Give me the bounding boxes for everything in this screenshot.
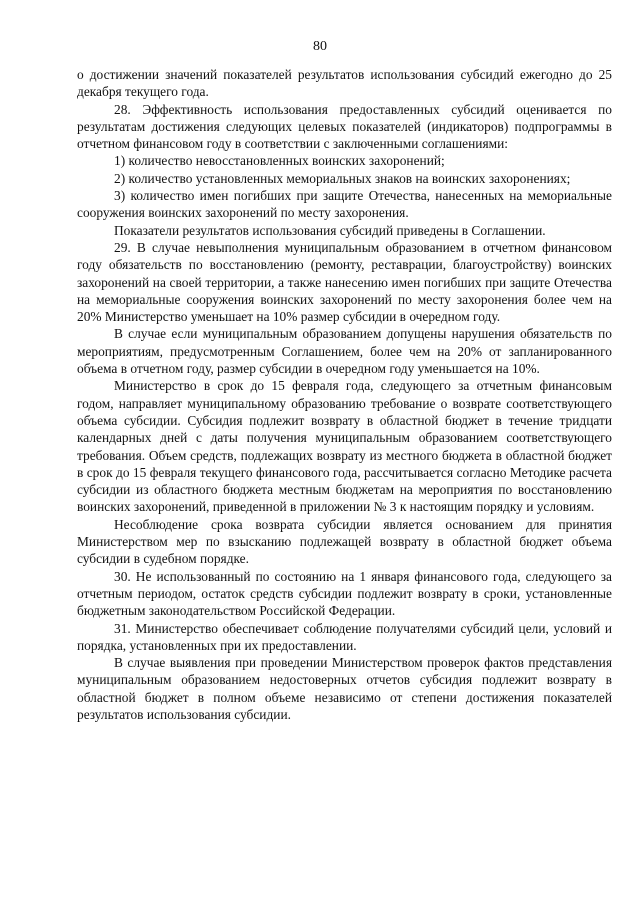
paragraph-false-reports: В случае выявления при проведении Министерством проверок фактов представления муниципальным образованием недостоверных отчетов субсидия подлежит возврату в областной бюджет в полном объеме независимо от степени достижения показателей результатов использования субсидии. — [77, 655, 612, 722]
list-item-1: 1) количество невосстановленных воинских захоронений; — [114, 153, 445, 169]
paragraph-refund-demand: Министерство в срок до 15 февраля года, следующего за отчетным финансовым годом, направляет муниципальному образованию требование о возврате соответствующего объема субсидии. Субсидия подлежит возврату в областной бюджет в течение тридцати календарных дней с даты получения муниципальным образованием соответствующего требования. Объем средств, подлежащих возврату из местного бюджета в областной бюджет в срок до 15 февраля текущего финансового года, рассчитывается согласно Методике расчета субсидии из областного бюджета местным бюджетам на мероприятия по восстановлению воинских захоронений, приведенной в приложении № 3 к настоящим порядку и условиям. — [77, 378, 612, 515]
paragraph-continuation: о достижении значений показателей результатов использования субсидий ежегодно до 25 декабря текущего года. — [77, 67, 612, 100]
paragraph-item-28: 28. Эффективность использования предоставленных субсидий оценивается по результатам достижения следующих целевых показателей (индикаторов) подпрограммы в отчетном финансовом году в соответствии с заключенными соглашениями: — [77, 101, 612, 152]
document-body — [77, 66, 612, 723]
paragraph-indicators-note: Показатели результатов использования субсидий приведены в Соглашении. — [114, 222, 546, 238]
paragraph-noncompliance: Несоблюдение срока возврата субсидии является основанием для принятия Министерством мер по взысканию подлежащей возврату в областной бюджет объема субсидии в судебном порядке. — [77, 516, 612, 567]
list-item-2: 2) количество установленных мемориальных знаков на воинских захоронениях; — [114, 170, 571, 186]
paragraph-item-29: 29. В случае невыполнения муниципальным образованием в отчетном финансовом году обязательств по восстановлению (ремонту, реставрации, благоустройству) воинских захоронений на своей территории, а также нанесению имен погибших при защите Отечества на мемориальные сооружения воинских захоронений по месту захоронения более чем на 20% Министерство уменьшает на 10% размер субсидии в очередном году. — [77, 239, 612, 325]
page-number: 80 — [313, 39, 327, 54]
paragraph-item-31: 31. Министерство обеспечивает соблюдение получателями субсидий цели, условий и порядка, установленных при их предоставлении. — [77, 620, 612, 653]
paragraph-violations: В случае если муниципальным образованием допущены нарушения обязательств по мероприятиям, предусмотренным Соглашением, более чем на 20% от запланированного объема в отчетном году, размер субсидии в очередном году уменьшается на 10%. — [77, 326, 612, 377]
paragraph-item-30: 30. Не использованный по состоянию на 1 января финансового года, следующего за отчетным периодом, остаток средств субсидии подлежит возврату в сроки, установленные бюджетным законодательством Российской Федерации. — [77, 568, 612, 619]
list-item-3: 3) количество имен погибших при защите Отечества, нанесенных на мемориальные сооружения воинских захоронений по месту захоронения. — [77, 188, 612, 221]
